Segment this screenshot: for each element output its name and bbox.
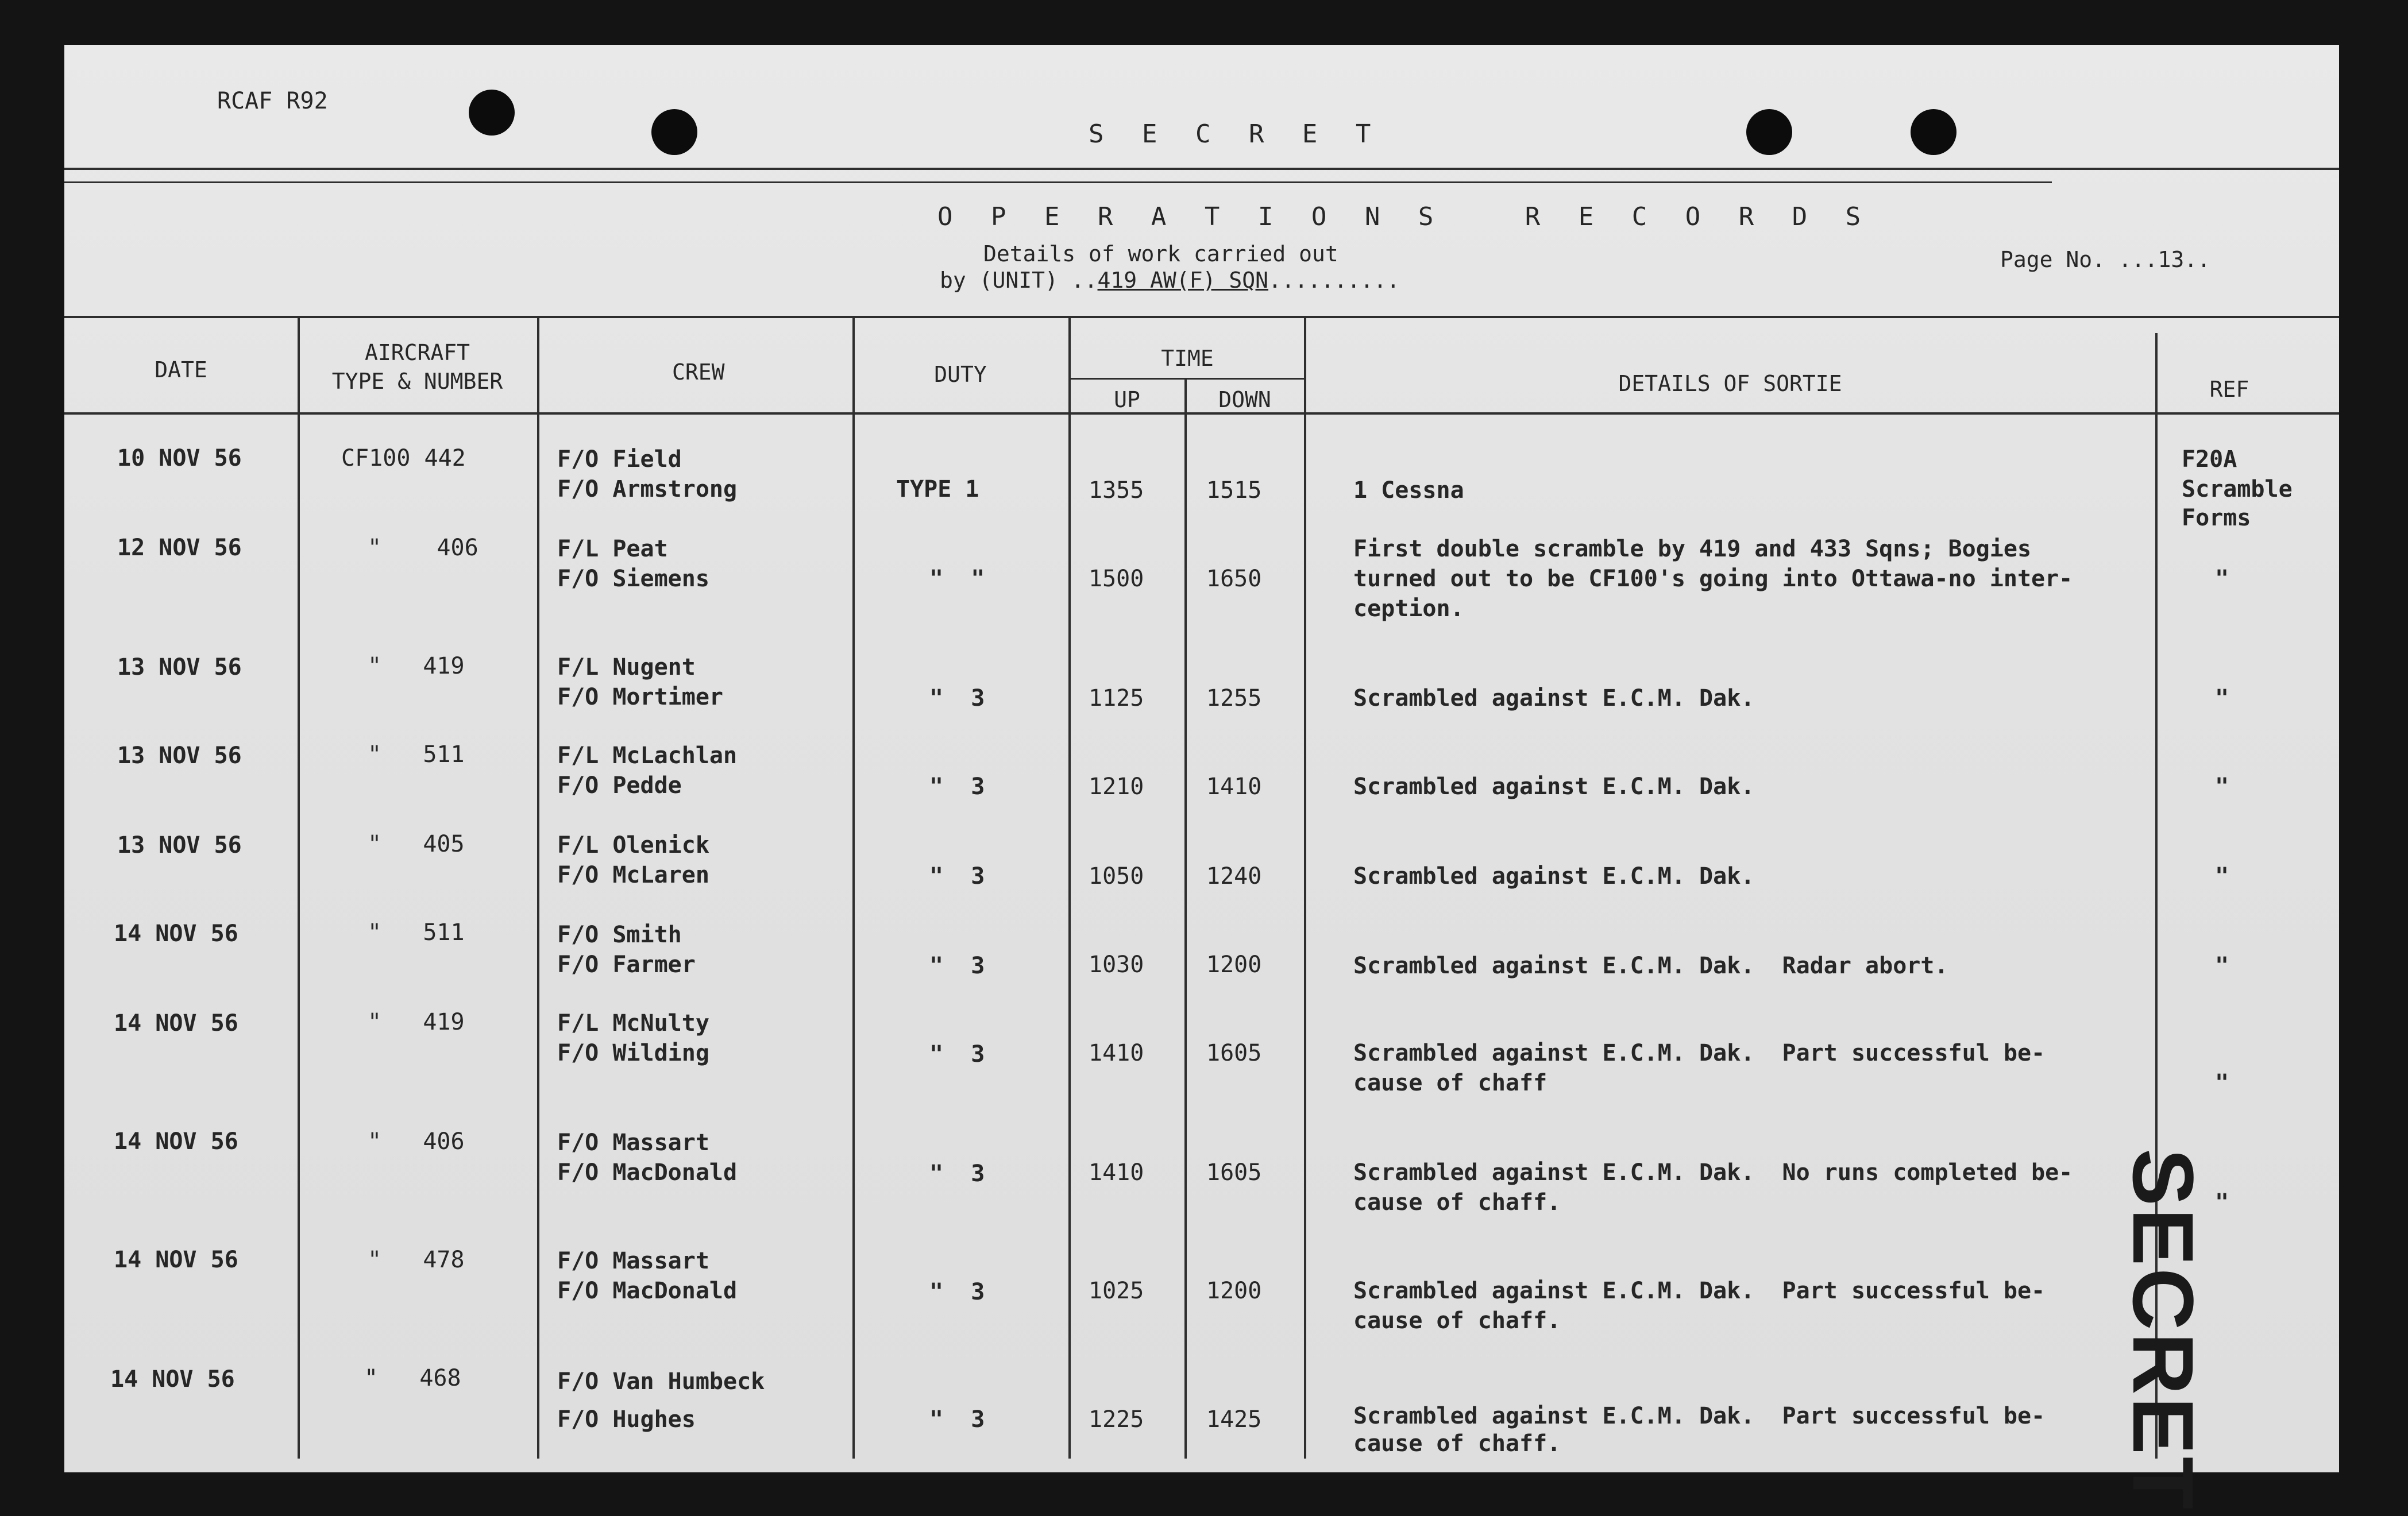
col-header-details: DETAILS OF SORTIE [1618, 371, 1842, 396]
row-aircraft: " 406 [368, 535, 478, 561]
row-time-up: 1500 [1089, 566, 1144, 592]
row-time-down: 1255 [1206, 685, 1262, 711]
page-number [2000, 245, 2210, 274]
row-crew-pilot: F/O Massart [557, 1248, 709, 1274]
row-aircraft: " 419 [368, 653, 465, 679]
row-crew-pilot: F/L McNulty [557, 1010, 709, 1037]
row-crew-pilot: F/L Nugent [557, 654, 696, 680]
row-aircraft: " 406 [368, 1128, 465, 1155]
row-crew-pilot: F/L Olenick [557, 832, 709, 858]
row-crew-navigator: F/O MacDonald [557, 1159, 738, 1186]
row-duty: " " [929, 566, 985, 592]
row-crew-navigator: F/O Siemens [557, 566, 709, 592]
row-crew-navigator: F/O Armstrong [557, 476, 738, 502]
punch-hole [1911, 109, 1957, 155]
row-crew-navigator: F/O Pedde [557, 772, 682, 799]
row-details-line: cause of chaff [1353, 1070, 1548, 1096]
row-time-up: 1025 [1089, 1278, 1144, 1304]
row-duty: " 3 [929, 774, 985, 800]
row-time-down: 1650 [1206, 566, 1262, 592]
row-date: 13 NOV 56 [117, 742, 242, 769]
row-crew-pilot: F/L Peat [557, 536, 668, 562]
row-ref-line: " [2215, 685, 2229, 711]
row-details-line: Scrambled against E.C.M. Dak. [1353, 774, 1755, 800]
row-details-line: First double scramble by 419 and 433 Sqns; Bogies [1353, 536, 2032, 562]
row-time-up: 1410 [1089, 1040, 1144, 1066]
row-details-line: Scrambled against E.C.M. Dak. Part successful be- [1353, 1040, 2046, 1066]
row-details-line: Scrambled against E.C.M. Dak. [1353, 863, 1755, 890]
row-date: 10 NOV 56 [117, 445, 242, 471]
punch-hole [651, 109, 697, 155]
row-ref-line: F20A [2182, 446, 2237, 473]
header-rule [64, 168, 2339, 170]
row-date: 13 NOV 56 [117, 654, 242, 680]
page-value: 13 [2158, 247, 2185, 272]
row-aircraft: " 511 [368, 919, 465, 946]
col-header-up: UP [1114, 387, 1140, 412]
page-title: O P E R A T I O N S R E C O R D S [937, 202, 1873, 231]
row-details-line: Scrambled against E.C.M. Dak. [1353, 685, 1755, 711]
col-header-crew: CREW [672, 359, 725, 385]
row-aircraft: " 478 [368, 1247, 465, 1273]
col-divider [852, 316, 855, 1459]
unit-value: 419 AW(F) SQN [1097, 268, 1268, 293]
row-ref-line: " [2215, 1189, 2229, 1216]
row-time-down: 1200 [1206, 1278, 1262, 1304]
row-details-line: cause of chaff. [1353, 1308, 1561, 1334]
col-header-down: DOWN [1218, 387, 1271, 412]
row-time-down: 1240 [1206, 863, 1262, 890]
col-header-ref: REF [2209, 377, 2249, 402]
col-header-aircraft: AIRCRAFT [364, 340, 470, 365]
row-duty: " 3 [929, 1161, 985, 1187]
row-crew-navigator: F/O MacDonald [557, 1278, 738, 1304]
row-time-down: 1605 [1206, 1040, 1262, 1066]
row-crew-navigator: F/O McLaren [557, 862, 709, 888]
row-time-up: 1050 [1089, 863, 1144, 890]
row-details-line: Scrambled against E.C.M. Dak. Radar abort. [1353, 953, 1948, 979]
row-date: 12 NOV 56 [117, 535, 242, 561]
row-duty: " 3 [929, 953, 985, 979]
col-divider [298, 316, 300, 1459]
row-crew-pilot: F/O Massart [557, 1130, 709, 1156]
secret-stamp: SECRET [2115, 1148, 2212, 1512]
row-time-up: 1410 [1089, 1159, 1144, 1186]
row-crew-navigator: F/O Mortimer [557, 684, 723, 710]
row-crew-pilot: F/O Field [557, 446, 682, 473]
row-crew-pilot: F/O Smith [557, 922, 682, 948]
row-time-down: 1605 [1206, 1159, 1262, 1186]
col-divider [1068, 316, 1071, 1459]
row-details-line: Scrambled against E.C.M. Dak. Part successful be- [1353, 1403, 2046, 1429]
row-crew-pilot: F/L McLachlan [557, 742, 738, 769]
punch-hole [1746, 109, 1792, 155]
unit-line [940, 265, 1400, 295]
row-details-line: Scrambled against E.C.M. Dak. No runs completed be- [1353, 1159, 2073, 1186]
col-header-duty: DUTY [934, 362, 987, 387]
classification-header: S E C R E T [1089, 119, 1383, 149]
row-time-down: 1200 [1206, 952, 1262, 978]
row-aircraft: " 468 [364, 1365, 461, 1391]
row-time-down: 1425 [1206, 1406, 1262, 1433]
row-ref-line: " [2215, 953, 2229, 979]
row-ref-line: Forms [2182, 505, 2251, 531]
row-aircraft: CF100 442 [341, 445, 466, 471]
row-details-line: Scrambled against E.C.M. Dak. Part successful be- [1353, 1278, 2046, 1304]
row-crew-pilot: F/O Van Humbeck [557, 1368, 765, 1395]
row-date: 14 NOV 56 [114, 1247, 238, 1273]
row-time-down: 1515 [1206, 477, 1262, 504]
table-top-rule [64, 316, 2339, 318]
row-date: 14 NOV 56 [114, 1010, 238, 1037]
row-time-up: 1030 [1089, 952, 1144, 978]
row-date: 14 NOV 56 [110, 1366, 235, 1393]
row-time-down: 1410 [1206, 774, 1262, 800]
row-time-up: 1355 [1089, 477, 1144, 504]
row-duty: " 3 [929, 1041, 985, 1068]
col-header-aircraft-type: TYPE & NUMBER [331, 369, 503, 394]
unit-label: by (UNIT) .. [940, 268, 1098, 293]
col-header-time: TIME [1161, 346, 1214, 371]
row-ref-line: Scramble [2182, 476, 2293, 502]
col-divider [1184, 379, 1187, 1459]
row-details-line: turned out to be CF100's going into Ottawa-no inter- [1353, 566, 2073, 592]
row-time-up: 1225 [1089, 1406, 1144, 1433]
row-ref-line: " [2215, 774, 2229, 800]
row-details-line: cause of chaff. [1353, 1430, 1561, 1457]
col-divider [537, 316, 539, 1459]
header-rule [64, 181, 2052, 183]
row-ref-line: " [2215, 863, 2229, 890]
row-aircraft: " 419 [368, 1009, 465, 1035]
time-split-rule [1070, 378, 1305, 380]
col-header-date: DATE [155, 357, 207, 382]
row-duty: " 3 [929, 1279, 985, 1305]
row-time-up: 1125 [1089, 685, 1144, 711]
row-date: 14 NOV 56 [114, 921, 238, 947]
page-label: Page No. ... [2000, 247, 2158, 272]
row-date: 13 NOV 56 [117, 832, 242, 858]
row-details-line: 1 Cessna [1353, 477, 1464, 504]
row-crew-navigator: F/O Hughes [557, 1406, 696, 1433]
unit-dots: .......... [1268, 268, 1400, 293]
row-details-line: ception. [1353, 595, 1464, 622]
row-ref-line: " [2215, 566, 2229, 592]
row-aircraft: " 405 [368, 831, 465, 857]
subtitle: Details of work carried out [983, 241, 1338, 266]
page-dots: .. [2184, 247, 2211, 272]
row-time-up: 1210 [1089, 774, 1144, 800]
col-divider [1304, 316, 1306, 1459]
row-aircraft: " 511 [368, 741, 465, 768]
row-details-line: cause of chaff. [1353, 1189, 1561, 1216]
row-duty: " 3 [929, 685, 985, 711]
row-ref-line: " [2215, 1070, 2229, 1096]
row-duty: " 3 [929, 863, 985, 890]
row-crew-navigator: F/O Wilding [557, 1040, 709, 1066]
row-date: 14 NOV 56 [114, 1128, 238, 1155]
form-code: RCAF R92 [217, 88, 328, 114]
row-crew-navigator: F/O Farmer [557, 952, 696, 978]
punch-hole [469, 90, 515, 136]
row-duty: " 3 [929, 1406, 985, 1433]
row-duty: TYPE 1 [896, 476, 979, 502]
